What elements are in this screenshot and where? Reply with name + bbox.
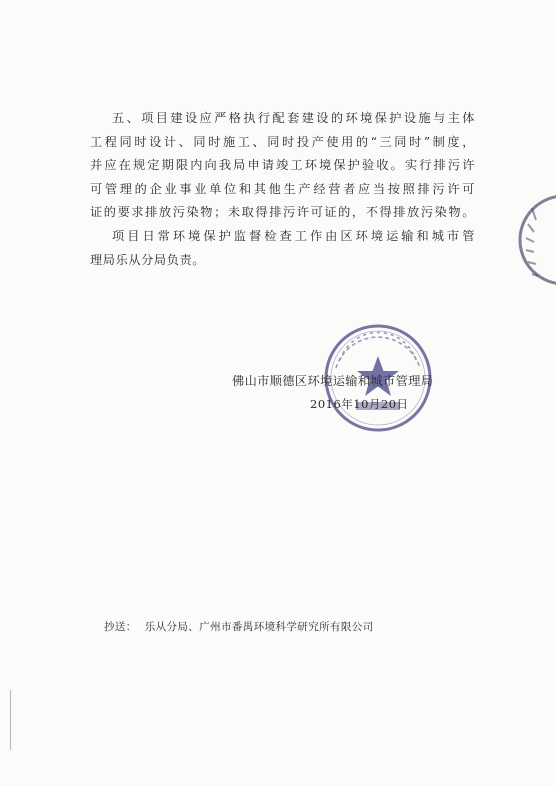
cc-recipients: 乐从分局、广州市番禺环境科学研究所有限公司 <box>144 621 374 633</box>
paragraph-supervision-line-1: 项目日常环境保护监督检查工作由区环境运输和城市管 <box>112 229 475 243</box>
issue-date: 2016年10月20日 <box>310 397 409 411</box>
paragraph-supervision <box>90 225 475 272</box>
paragraph-5-line-1: 五、项目建设应严格执行配套建设的环境保护设施与主体 <box>112 111 475 125</box>
signer-organization: 佛山市顺德区环境运输和城市管理局 <box>232 374 434 388</box>
scan-edge-mark <box>10 690 11 750</box>
paragraph-5 <box>90 107 475 225</box>
paragraph-5-line-2: 工程同时设计、同时施工、同时投产使用的“三同时”制度， <box>90 134 475 149</box>
paging-seal <box>508 190 556 290</box>
paragraph-5-line-5: 证的要求排放污染物；未取得排污许可证的，不得排放污染物。 <box>90 205 475 219</box>
paragraph-5-line-3: 并应在规定期限内向我局申请竣工环境保护验收。实行排污许 <box>90 158 475 172</box>
paragraph-5-line-4: 可管理的企业事业单位和其他生产经营者应当按照排污许可 <box>90 181 475 196</box>
paragraph-supervision-line-2: 理局乐从分局负责。 <box>90 252 206 267</box>
cc-line <box>104 619 374 634</box>
cc-label: 抄送： <box>104 621 137 633</box>
